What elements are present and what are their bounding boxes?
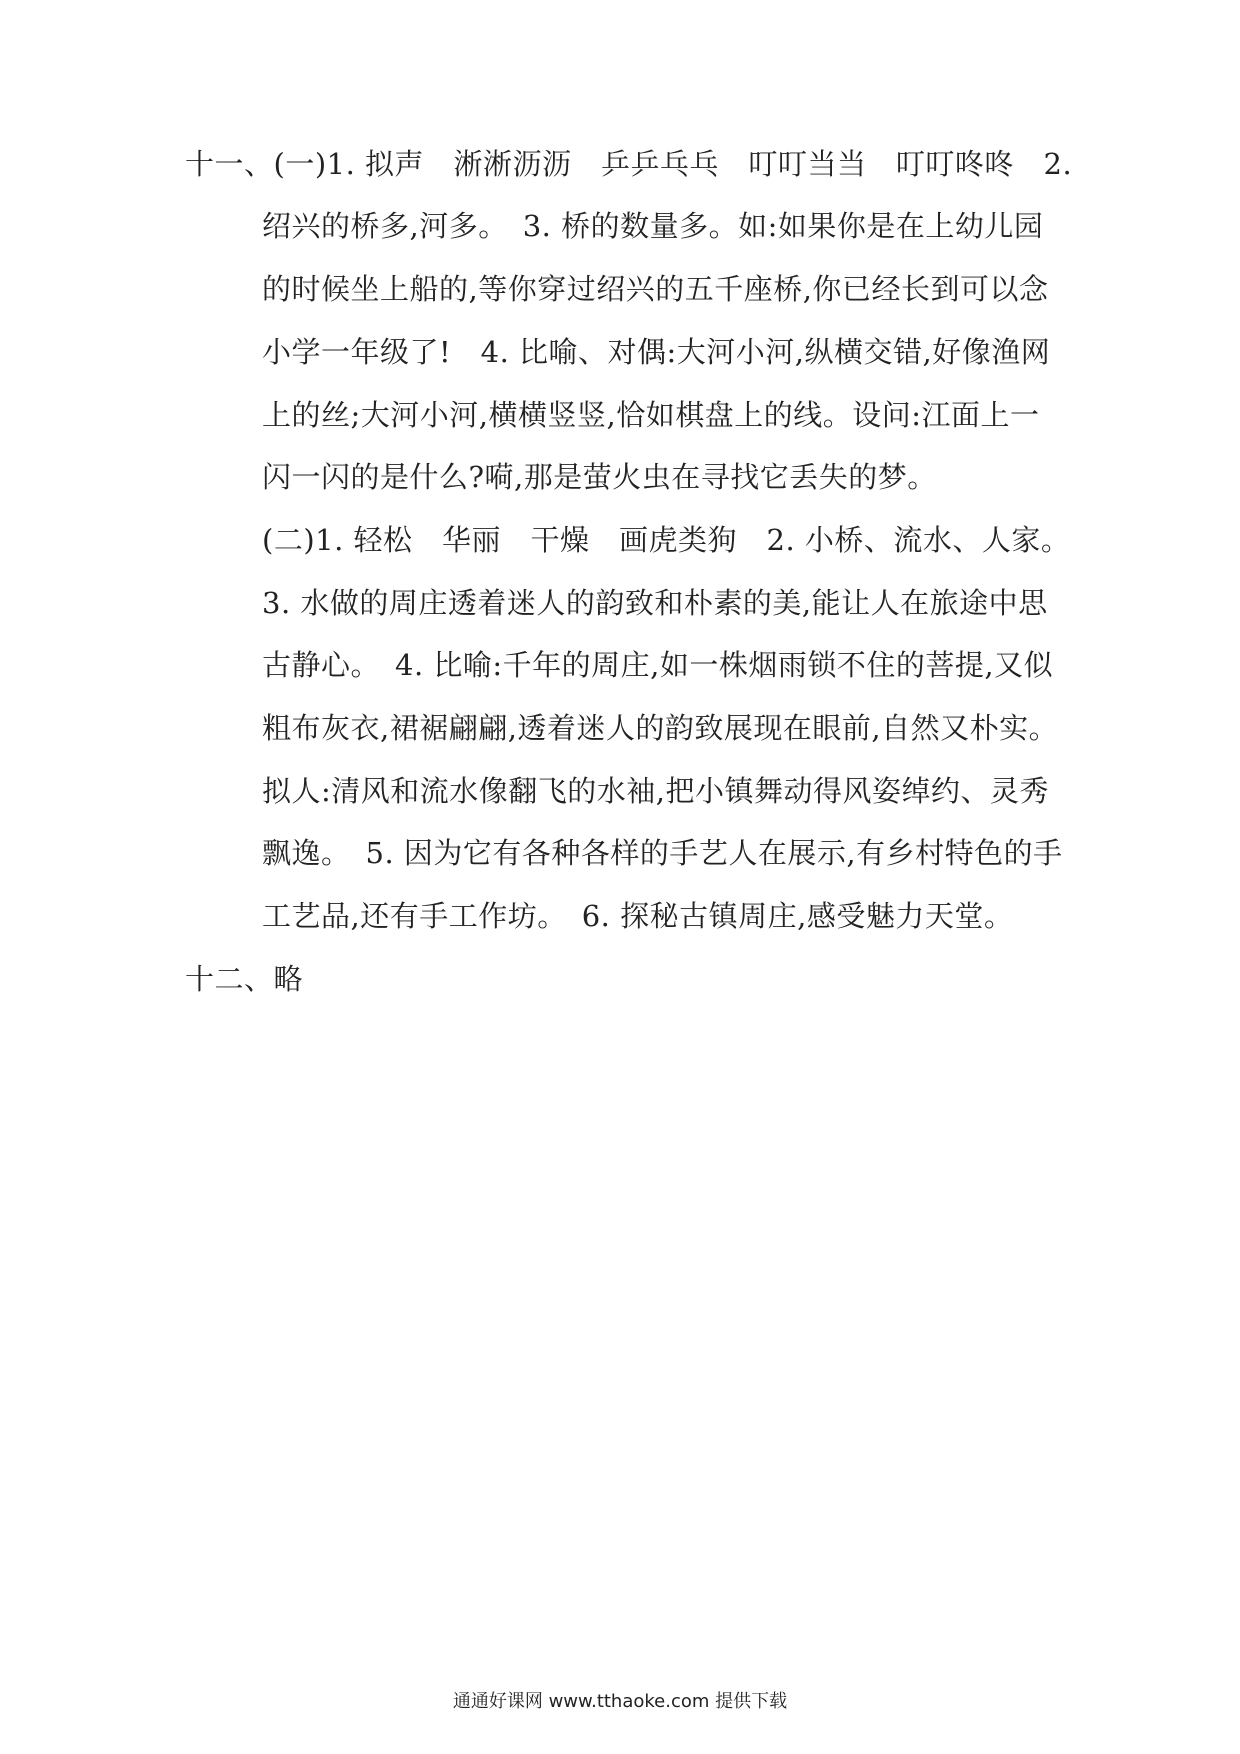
answer-line: (二)1. 轻松 华丽 干燥 画虎类狗 2. 小桥、流水、人家。 <box>262 523 1071 557</box>
section-heading: 十二、略 <box>185 962 304 996</box>
answer-line: 闪一闪的是什么?嗬,那是萤火虫在寻找它丢失的梦。 <box>262 460 937 494</box>
answer-line: 上的丝;大河小河,横横竖竖,恰如棋盘上的线。设问:江面上一 <box>262 398 1040 432</box>
answer-line: 的时候坐上船的,等你穿过绍兴的五千座桥,你已经长到可以念 <box>262 272 1049 306</box>
page-footer: 通通好课网 www.tthaoke.com 提供下载 <box>452 1691 788 1712</box>
answer-line: 十一、(一)1. 拟声 淅淅沥沥 乒乒乓乓 叮叮当当 叮叮咚咚 2. <box>185 147 1073 181</box>
answer-line: 粗布灰衣,裙裾翩翩,透着迷人的韵致展现在眼前,自然又朴实。 <box>262 711 1059 745</box>
answer-line: 3. 水做的周庄透着迷人的韵致和朴素的美,能让人在旅途中思 <box>262 586 1048 620</box>
answer-line: 小学一年级了! 4. 比喻、对偶:大河小河,纵横交错,好像渔网 <box>262 335 1051 369</box>
answer-line: 飘逸。 5. 因为它有各种各样的手艺人在展示,有乡村特色的手 <box>262 836 1063 870</box>
answer-line: 拟人:清风和流水像翻飞的水袖,把小镇舞动得风姿绰约、灵秀 <box>262 774 1049 808</box>
answer-line: 工艺品,还有手工作坊。 6. 探秘古镇周庄,感受魅力天堂。 <box>262 899 1014 933</box>
answer-line: 古静心。 4. 比喻:千年的周庄,如一株烟雨锁不住的菩提,又似 <box>262 648 1054 682</box>
answer-line: 绍兴的桥多,河多。 3. 桥的数量多。如:如果你是在上幼儿园 <box>262 209 1044 243</box>
